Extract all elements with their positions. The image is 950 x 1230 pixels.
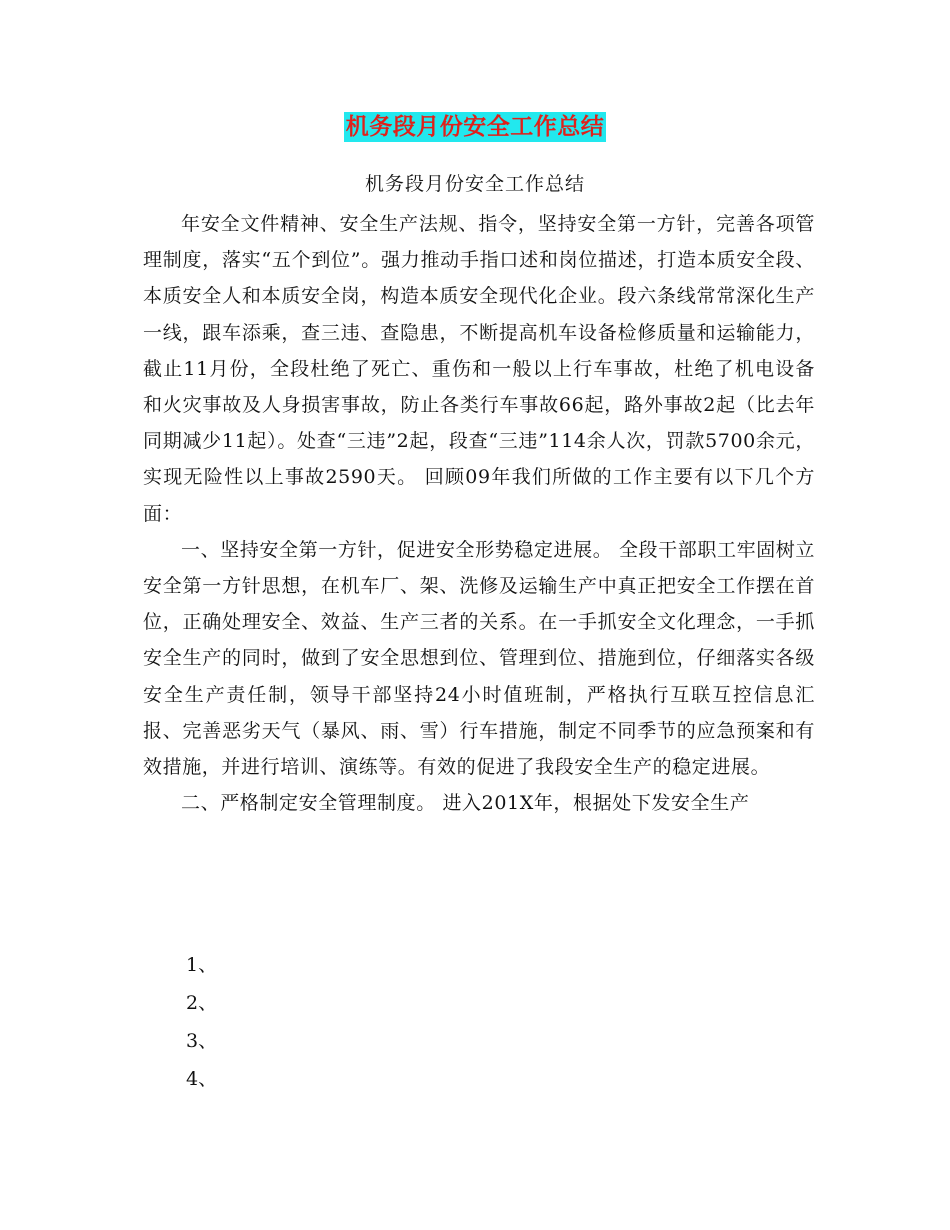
- list-item: 3、: [186, 1030, 218, 1052]
- numbered-list: [186, 946, 217, 1098]
- paragraph-intro: 年安全文件精神、安全生产法规、指令，坚持安全第一方针，完善各项管理制度，落实“五个到位”。强力推动手指口述和岗位描述，打造本质安全段、本质安全人和本质安全岗，构造本质安全现代化企业。段六条线常常深化生产一线，跟车添乘，查三违、查隐患，不断提高机车设备检修质量和运输能力，截止11月份，全段杜绝了死亡、重伤和一般以上行车事故，杜绝了机电设备和火灾事故及人身损害事故，防止各类行车事故66起，路外事故2起（比去年同期减少11起）。处查“三违”2起，段查“三违”114余人次，罚款5700余元，实现无险性以上事故2590天。 回顾09年我们所做的工作主要有以下几个方面：: [143, 213, 815, 525]
- document-title: 机务段月份安全工作总结: [345, 113, 605, 140]
- document-subtitle: 机务段月份安全工作总结: [364, 173, 585, 195]
- list-item: 1、: [186, 954, 218, 976]
- paragraph-section-one: 一、坚持安全第一方针，促进安全形势稳定进展。 全段干部职工牢固树立安全第一方针思想，在机车厂、架、洗修及运输生产中真正把安全工作摆在首位，正确处理安全、效益、生产三者的关系。在一手抓安全文化理念，一手抓安全生产的同时，做到了安全思想到位、管理到位、措施到位，仔细落实各级安全生产责任制，领导干部坚持24小时值班制，严格执行互联互控信息汇报、完善恶劣天气（暴风、雨、雪）行车措施，制定不同季节的应急预案和有效措施，并进行培训、演练等。有效的促进了我段安全生产的稳定进展。: [143, 538, 815, 779]
- document-body: [143, 206, 815, 821]
- title-block: [0, 112, 950, 142]
- list-item: 4、: [186, 1068, 218, 1090]
- paragraph-section-two: 二、严格制定安全管理制度。 进入201X年，根据处下发安全生产: [181, 792, 750, 815]
- list-item: 2、: [186, 992, 218, 1014]
